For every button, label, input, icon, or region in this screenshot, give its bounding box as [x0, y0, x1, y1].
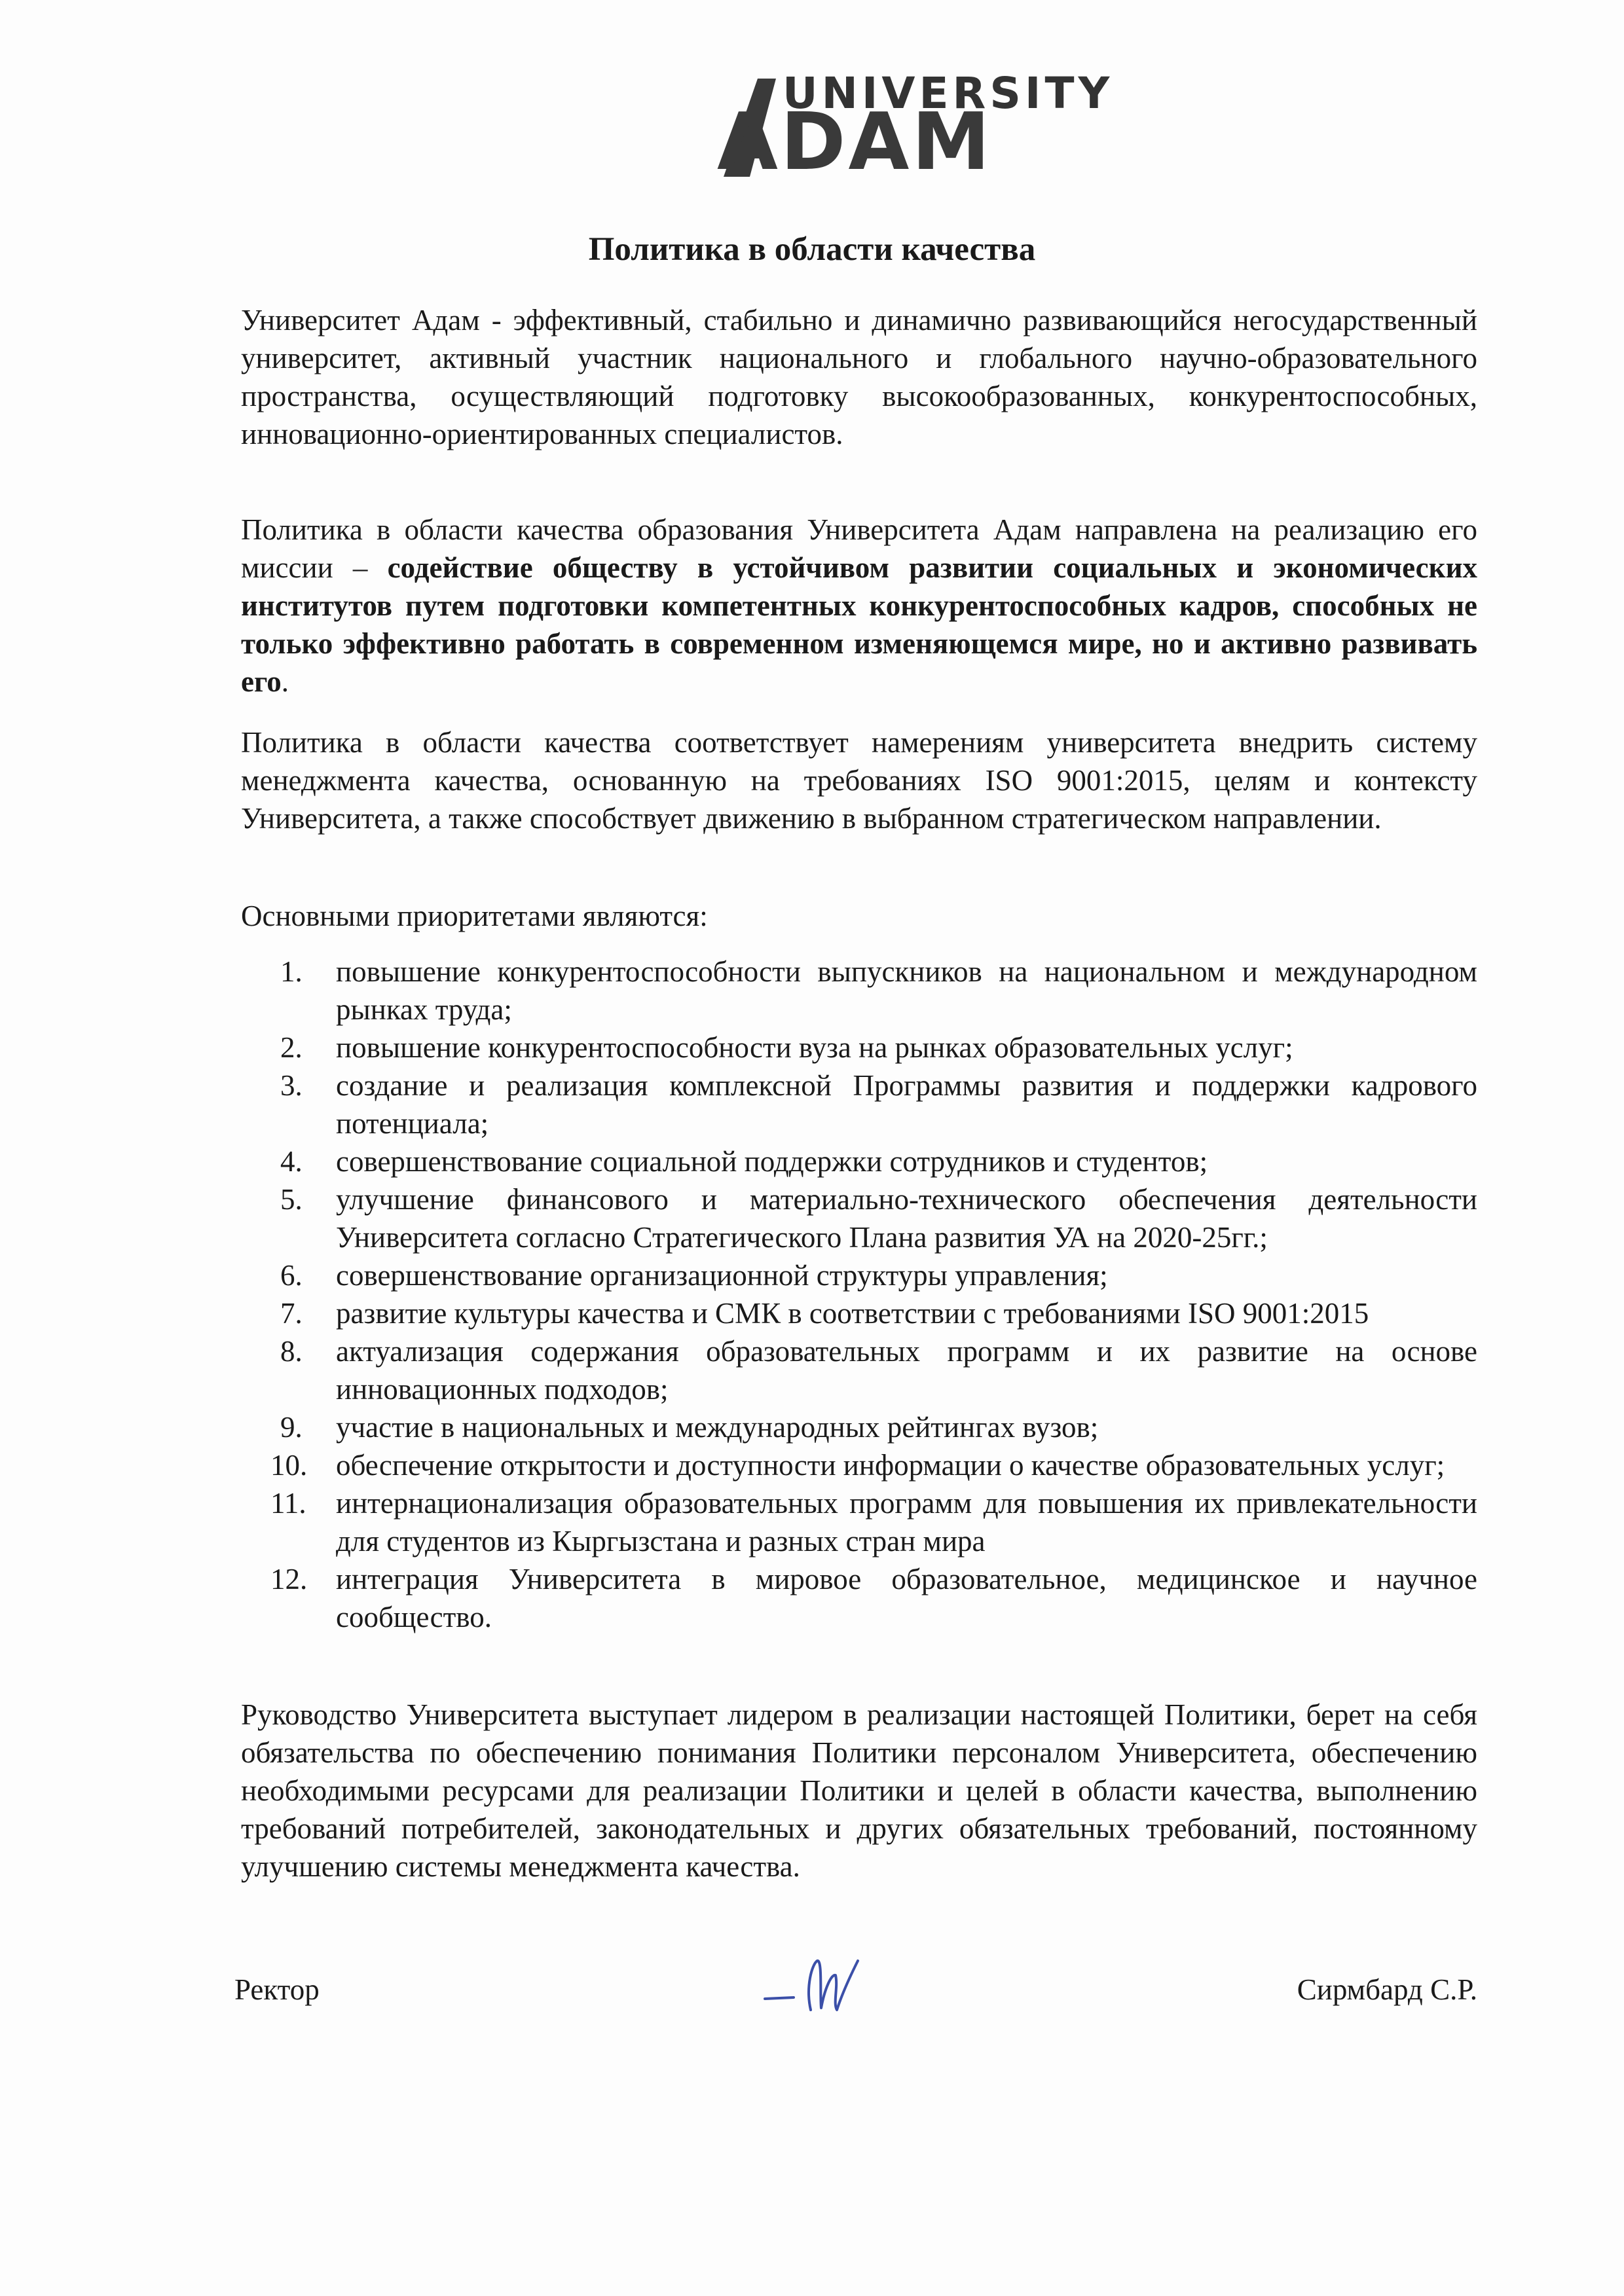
list-item-text: актуализация содержания образовательных программ и их развитие на основе инновационных подходов; [336, 1335, 1477, 1406]
university-logo [717, 65, 1114, 188]
list-item-text: интеграция Университета в мировое образовательное, медицинское и научное сообщество. [336, 1563, 1477, 1633]
list-item [241, 1142, 1477, 1180]
mission-paragraph [241, 511, 1477, 701]
signatory-position: Ректор [234, 1973, 320, 2006]
list-number: 8. [280, 1335, 303, 1368]
list-item-text: обеспечение открытости и доступности информации о качестве образовательных услуг; [336, 1449, 1445, 1482]
priorities-list [241, 953, 1477, 1636]
list-item [241, 1332, 1477, 1408]
priorities-heading: Основными приоритетами являются: [241, 900, 708, 932]
iso-paragraph: Политика в области качества соответствует намерениям университета внедрить систему менеджмента качества, основанную на требованиях ISO 9001:2015, целям и контексту Университета, а также способствует движению в выбранном стратегическом направлении. [241, 726, 1477, 835]
list-item [241, 1484, 1477, 1560]
list-item [241, 953, 1477, 1029]
list-item-text: развитие культуры качества и СМК в соответствии с требованиями ISO 9001:2015 [336, 1297, 1369, 1330]
logo-adam-text: ADAM [717, 97, 993, 188]
page-title: Политика в области качества [588, 231, 1036, 268]
list-number: 2. [280, 1031, 303, 1064]
list-item-text: участие в национальных и международных рейтингах вузов; [336, 1411, 1099, 1444]
list-item-text: повышение конкурентоспособности вуза на рынках образовательных услуг; [336, 1031, 1293, 1064]
list-item [241, 1256, 1477, 1294]
leadership-paragraph: Руководство Университета выступает лидером в реализации настоящей Политики, берет на себя обязательства по обеспечению понимания Политики персоналом Университета, обеспечению необходимыми ресурсами для реализации Политики и целей в области качества, выполнению требований потребителей, законодательных и других обязательных требований, постоянному улучшению системы менеджмента качества. [241, 1698, 1477, 1883]
list-item [241, 1294, 1477, 1332]
mission-statement: содействие обществу в устойчивом развитии социальных и экономических институтов путем подготовки компетентных конкурентоспособных кадров, способных не только эффективно работать в современном изменяющемся мире, но и активно развивать его [241, 551, 1478, 698]
list-item-text: создание и реализация комплексной Программы развития и поддержки кадрового потенциала; [336, 1069, 1477, 1140]
list-number: 1. [280, 955, 303, 988]
list-number: 6. [280, 1259, 303, 1292]
list-item-text: повышение конкурентоспособности выпускников на национальном и международном рынках труда; [336, 955, 1477, 1026]
list-item-text: улучшение финансового и материально-технического обеспечения деятельности Университета согласно Стратегического Плана развития УА на 2020-25гг.; [336, 1183, 1477, 1254]
list-number: 10. [270, 1449, 308, 1482]
list-item-text: интернационализация образовательных программ для повышения их привлекательности для студентов из Кыргызстана и разных стран мира [336, 1487, 1477, 1558]
list-item [241, 1029, 1477, 1066]
signatory-name: Сирмбард С.Р. [1297, 1973, 1477, 2006]
list-number: 7. [280, 1297, 303, 1330]
mission-lead-text: Политика в области качества образования Университета Адам направлена на реализацию его миссии – [241, 513, 1477, 584]
list-number: 4. [280, 1145, 303, 1178]
logo-university-text: UNIVERSITY [783, 68, 1114, 118]
list-number: 5. [280, 1183, 303, 1216]
handwritten-signature [760, 1948, 884, 2026]
list-number: 9. [280, 1411, 303, 1444]
list-item [241, 1408, 1477, 1446]
list-item [241, 1560, 1477, 1636]
list-number: 11. [270, 1487, 306, 1520]
mission-end-text: . [281, 665, 289, 698]
intro-paragraph: Университет Адам - эффективный, стабильно и динамично развивающийся негосударственный университет, активный участник национального и глобального научно-образовательного пространства, осуществляющий подготовку высокообразованных, конкурентоспособных, инновационно-ориентированных специалистов. [241, 304, 1477, 450]
list-item [241, 1446, 1477, 1484]
list-item-text: совершенствование социальной поддержки сотрудников и студентов; [336, 1145, 1208, 1178]
list-item-text: совершенствование организационной структуры управления; [336, 1259, 1108, 1292]
list-number: 12. [270, 1563, 308, 1595]
list-item [241, 1066, 1477, 1142]
list-number: 3. [280, 1069, 303, 1102]
list-item [241, 1180, 1477, 1256]
